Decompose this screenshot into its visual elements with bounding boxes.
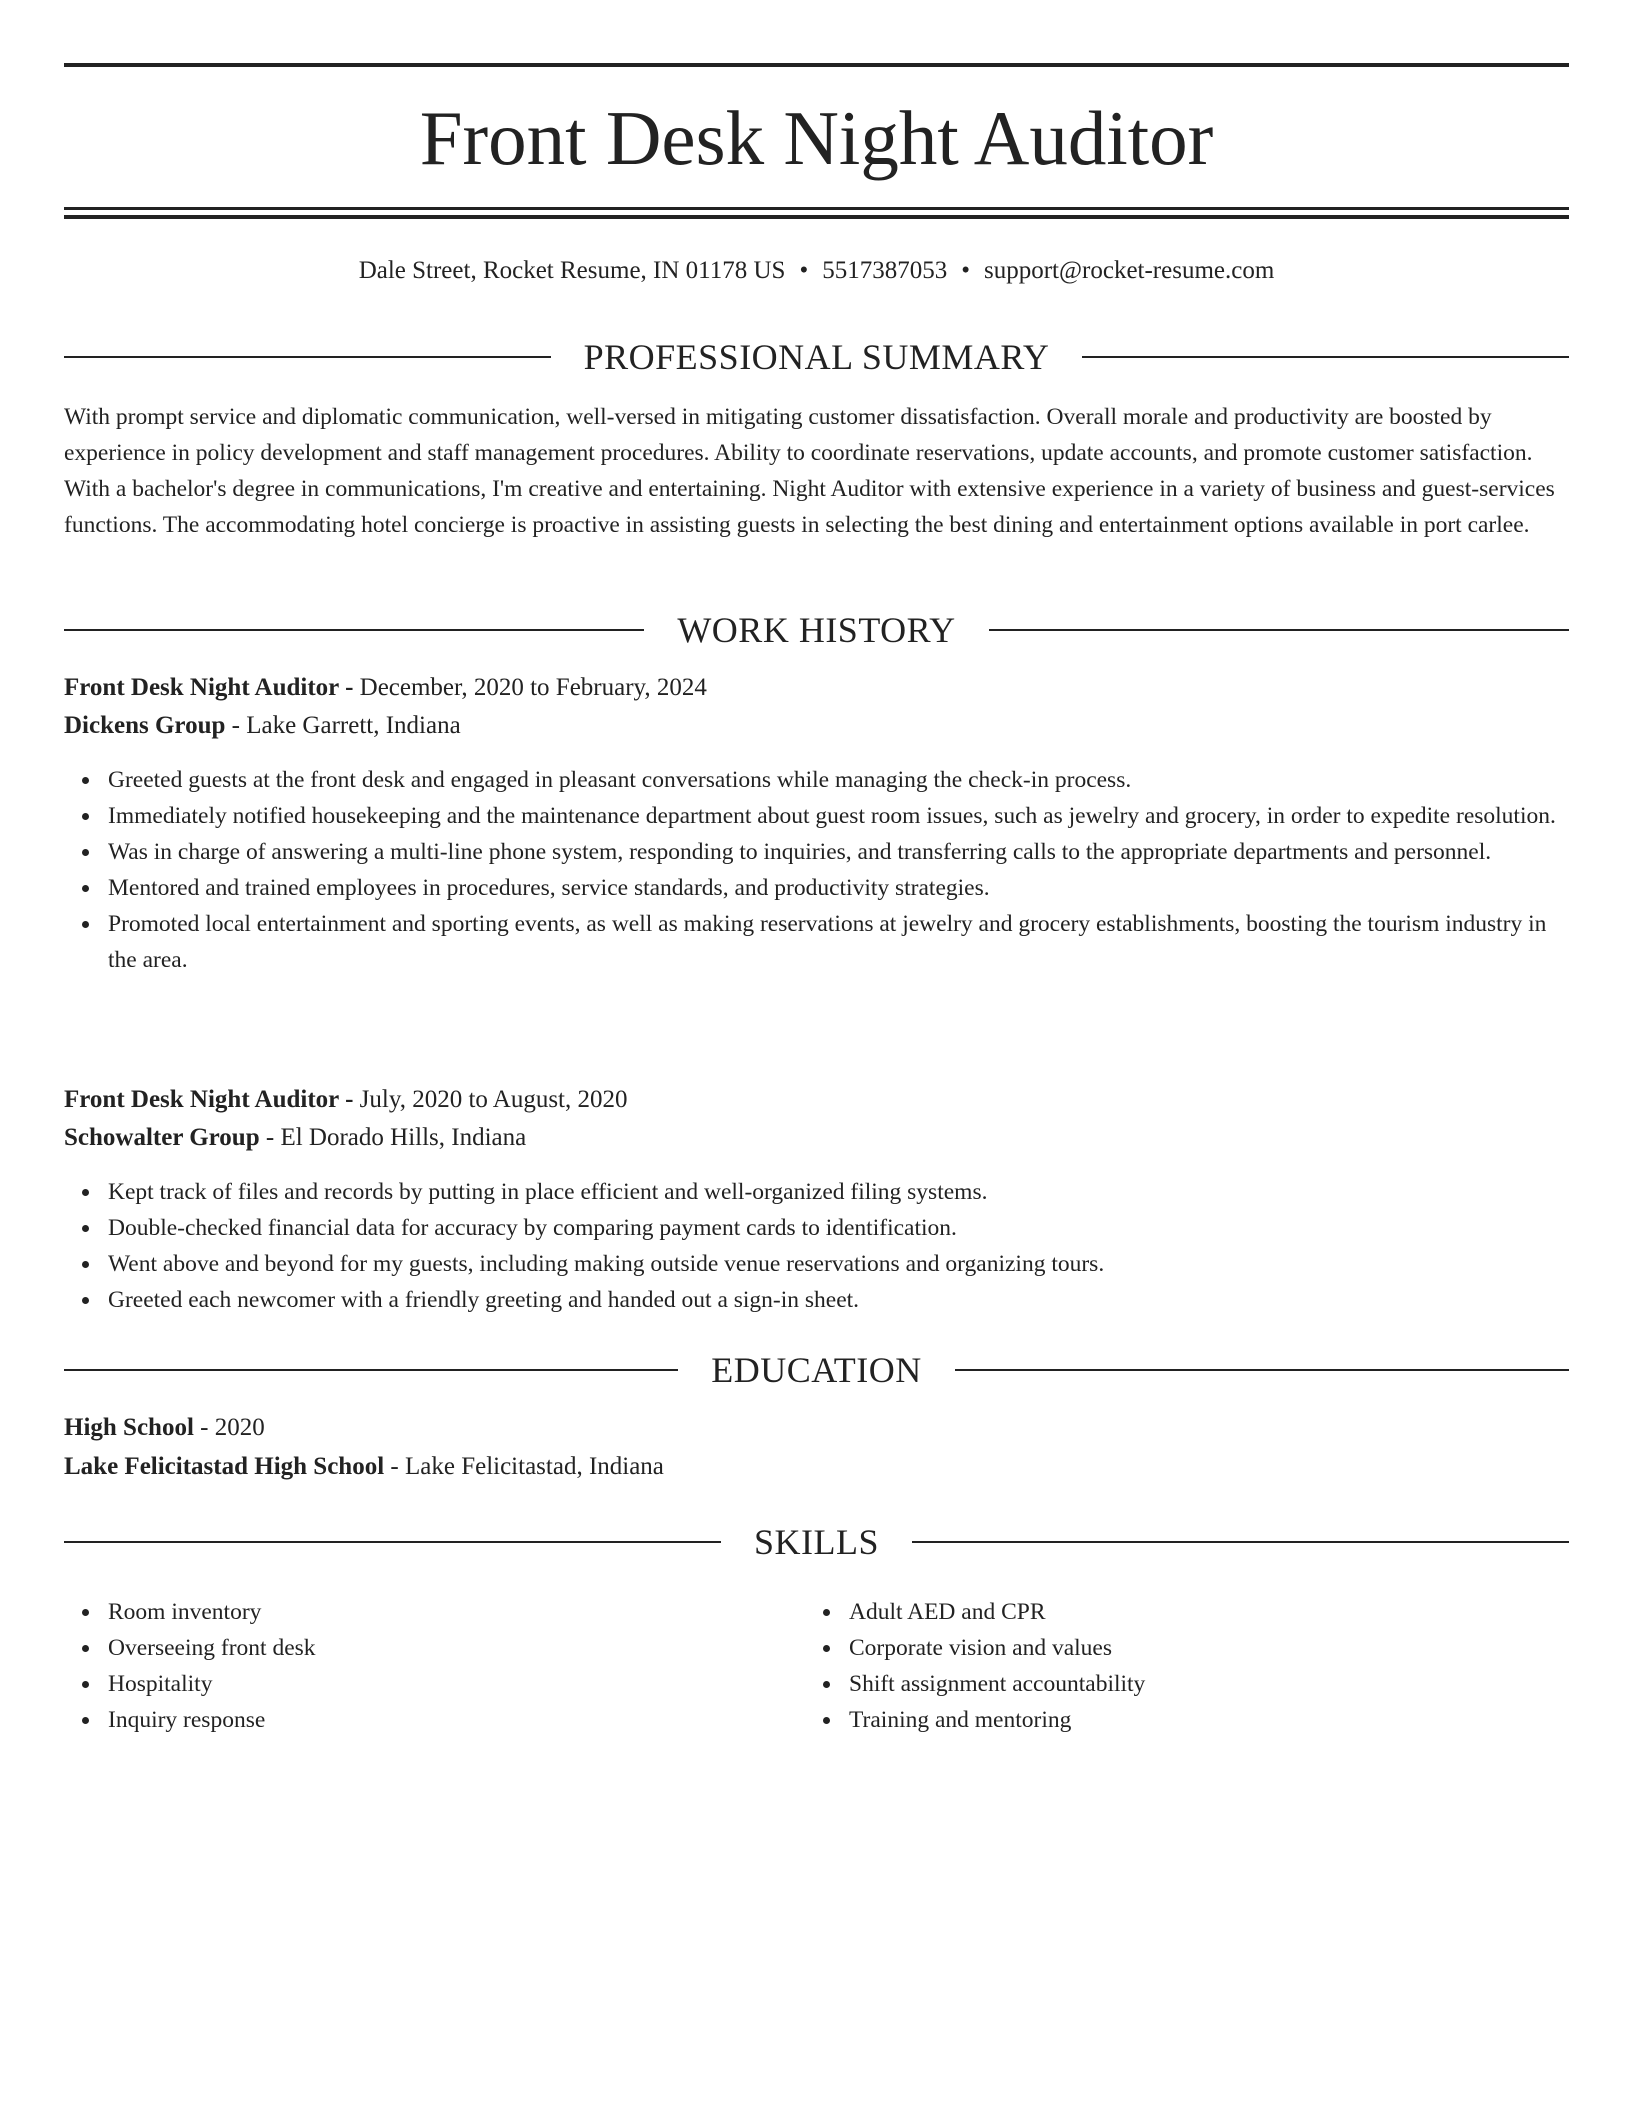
list-item: Double-checked financial data for accuracy by comparing payment cards to identification. (108, 1210, 1569, 1246)
job-dates: July, 2020 to August, 2020 (359, 1086, 628, 1113)
skills-list-right (805, 1594, 1505, 1738)
skill-item: Hospitality (108, 1666, 764, 1702)
summary-heading-label: PROFESSIONAL SUMMARY (583, 337, 1050, 377)
education-year: 2020 (214, 1414, 265, 1441)
heading-rule-right (912, 1541, 1569, 1543)
contact-separator: • (799, 257, 809, 284)
skill-item: Adult AED and CPR (849, 1594, 1505, 1630)
dash: - (390, 1453, 399, 1480)
top-rule (64, 63, 1569, 67)
heading-rule-right (1082, 356, 1569, 358)
contact-address: Dale Street, Rocket Resume, IN 01178 US (358, 257, 786, 284)
list-item: Went above and beyond for my guests, including making outside venue reservations and organizing tours. (108, 1246, 1569, 1282)
heading-rule-left (64, 1369, 678, 1371)
job-dates: December, 2020 to February, 2024 (359, 674, 707, 701)
education-location: Lake Felicitastad, Indiana (404, 1453, 664, 1480)
professional-summary: With prompt service and diplomatic communication, well-versed in mitigating customer dissatisfaction. Overall morale and productivity are boosted by experience in policy development and staff management procedures. Ability to coordinate reservations, update accounts, and promote customer satisfaction. With a bachelor's degree in communications, I'm creative and entertaining. Night Auditor with extensive experience in a variety of business and guest-services functions. The accommodating hotel concierge is proactive in assisting guests in selecting the best dining and entertainment options available in port carlee. (64, 404, 1555, 538)
title-rule-lower (64, 215, 1569, 219)
skill-item: Corporate vision and values (849, 1630, 1505, 1666)
list-item: Kept track of files and records by putting in place efficient and well-organized filing systems. (108, 1174, 1569, 1210)
skill-item: Overseeing front desk (108, 1630, 764, 1666)
job-company-line (64, 1119, 1569, 1157)
contact-line (64, 254, 1569, 288)
skills-section-heading (64, 1520, 1569, 1564)
job-bullet-list (64, 762, 1569, 978)
job-company: Dickens Group (64, 712, 226, 739)
contact-phone: 5517387053 (822, 257, 948, 284)
title-rule-upper (64, 207, 1569, 210)
contact-email: support@rocket-resume.com (984, 257, 1275, 284)
resume-title: Front Desk Night Auditor (419, 95, 1214, 181)
list-item: Immediately notified housekeeping and the maintenance department about guest room issues, such as jewelry and grocery, in order to expedite resolution. (108, 798, 1569, 834)
job-title-line (64, 1081, 1569, 1119)
skills-column-right (805, 1594, 1505, 1738)
summary-section-heading (64, 335, 1569, 379)
work-heading-label: WORK HISTORY (677, 610, 956, 650)
job-company: Schowalter Group (64, 1124, 260, 1151)
job-title-line (64, 669, 1569, 707)
skills-heading-label: SKILLS (754, 1522, 880, 1562)
education-heading-label: EDUCATION (711, 1350, 922, 1390)
skills-list-left (64, 1594, 764, 1738)
dash: - (200, 1414, 209, 1441)
list-item: Was in charge of answering a multi-line phone system, responding to inquiries, and transferring calls to the appropriate departments and personnel. (108, 834, 1569, 870)
skills-column-left (64, 1594, 764, 1738)
skill-item: Inquiry response (108, 1702, 764, 1738)
dash: - (231, 712, 240, 739)
skill-item: Shift assignment accountability (849, 1666, 1505, 1702)
job-location: El Dorado Hills, Indiana (280, 1124, 527, 1151)
contact-separator: • (961, 257, 970, 284)
job-company-line (64, 707, 1569, 745)
work-section-heading (64, 608, 1569, 652)
job-location: Lake Garrett, Indiana (246, 712, 461, 739)
heading-rule-left (64, 356, 551, 358)
heading-rule-left (64, 1541, 721, 1543)
list-item: Greeted guests at the front desk and engaged in pleasant conversations while managing the check-in process. (108, 762, 1569, 798)
job-bullet-list (64, 1174, 1569, 1318)
heading-rule-left (64, 629, 644, 631)
heading-rule-right (955, 1369, 1569, 1371)
education-school: Lake Felicitastad High School (64, 1453, 385, 1480)
education-section-heading (64, 1348, 1569, 1392)
dash: - (345, 674, 354, 701)
education-school-line (64, 1448, 1569, 1486)
heading-rule-right (989, 629, 1569, 631)
list-item: Promoted local entertainment and sporting events, as well as making reservations at jewelry and grocery establishments, boosting the tourism industry in the area. (108, 906, 1569, 978)
job-title: Front Desk Night Auditor (64, 674, 339, 701)
skill-item: Training and mentoring (849, 1702, 1505, 1738)
list-item: Mentored and trained employees in procedures, service standards, and productivity strategies. (108, 870, 1569, 906)
education-degree-line (64, 1409, 1569, 1447)
dash: - (265, 1124, 275, 1151)
education-degree: High School (64, 1414, 194, 1441)
dash: - (345, 1086, 354, 1113)
job-title: Front Desk Night Auditor (64, 1086, 339, 1113)
skill-item: Room inventory (108, 1594, 764, 1630)
list-item: Greeted each newcomer with a friendly greeting and handed out a sign-in sheet. (108, 1282, 1569, 1318)
